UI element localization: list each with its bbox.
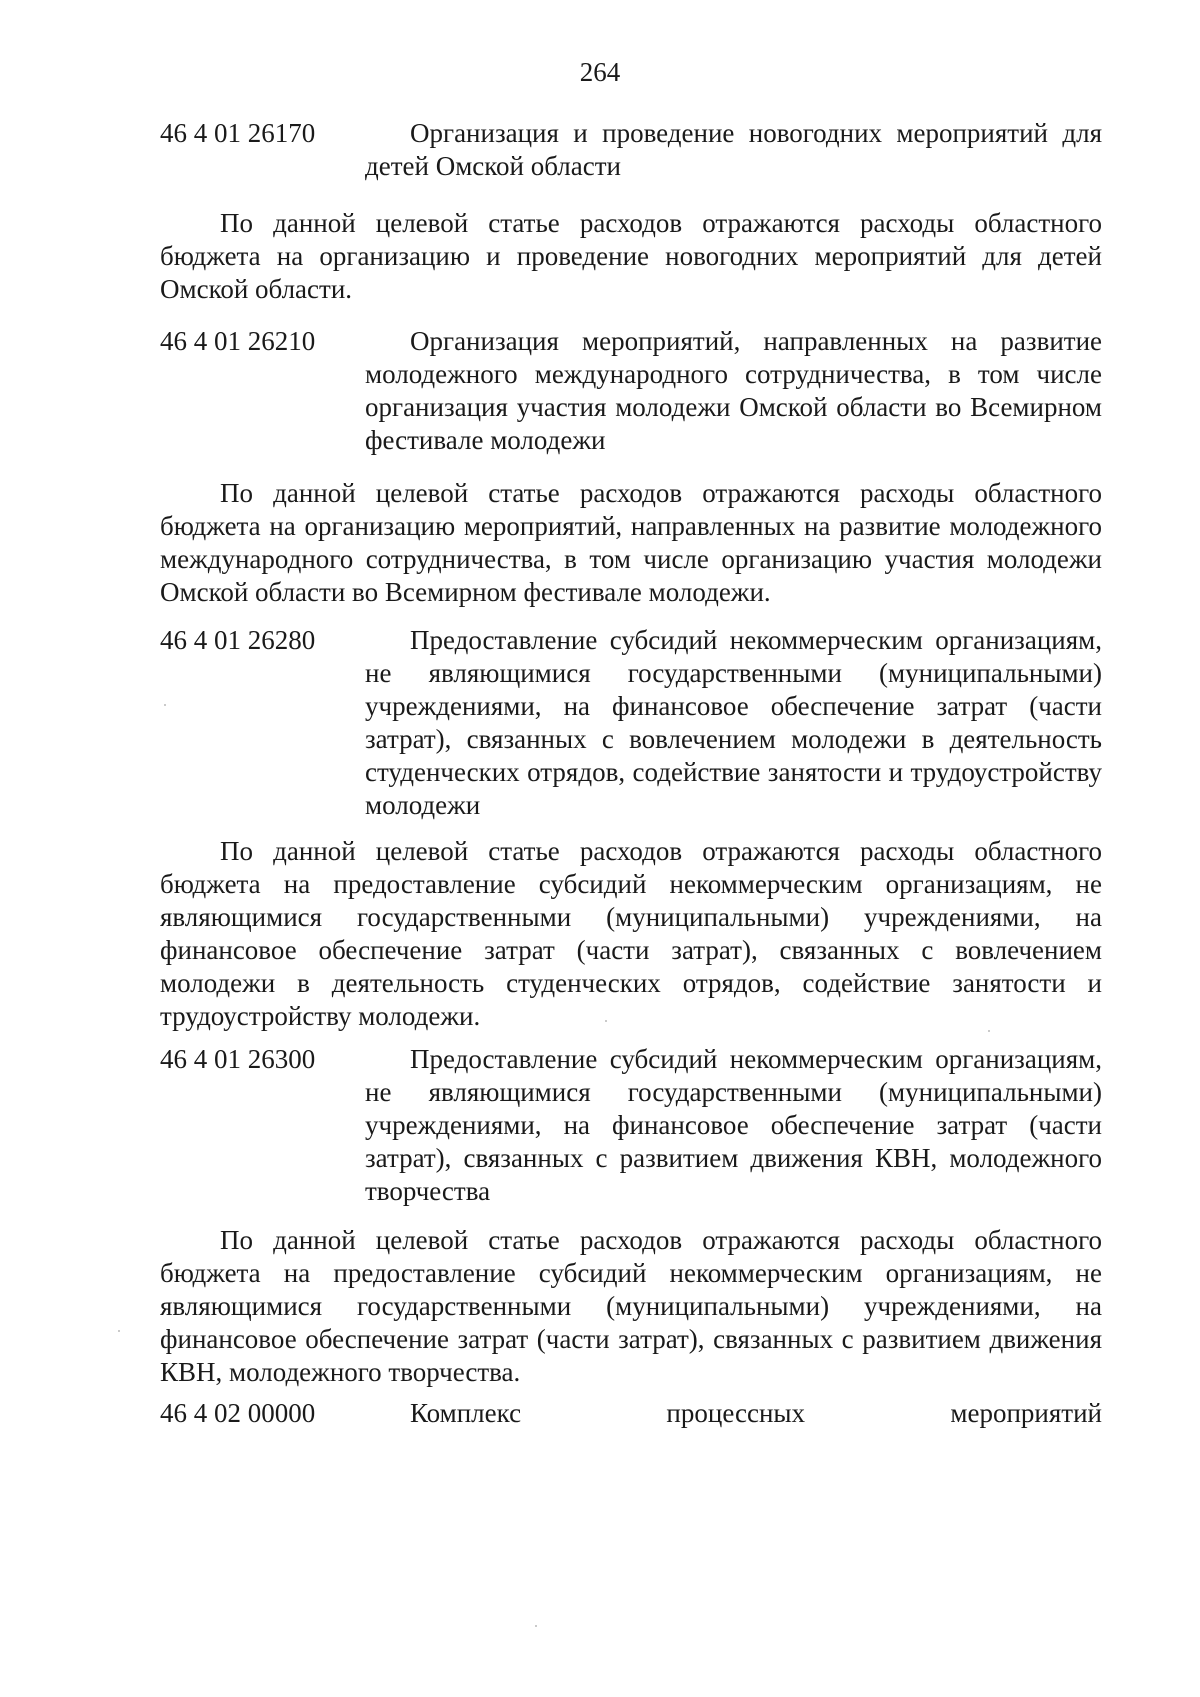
budget-entry-title: Предоставление субсидий некоммерческим организациям, не являющимися государственными (муниципальными) учреждениями, на финансовое обеспечение затрат (части затрат), связанных с вовлечением молодежи в деятельность студенческих отрядов, содействие занятости и трудоустройству молодежи — [365, 625, 1102, 820]
budget-code: 46 4 01 26300 — [160, 1044, 316, 1074]
budget-entry-title: Организация мероприятий, направленных на развитие молодежного международного сотрудничества, в том числе организация участия молодежи Омской области во Всемирном фестивале молодежи — [365, 326, 1102, 455]
budget-code: 46 4 02 00000 — [160, 1398, 316, 1428]
budget-entry-title: Организация и проведение новогодних мероприятий для детей Омской области — [365, 118, 1102, 181]
scan-speck — [164, 704, 166, 706]
budget-entry-description: По данной целевой статье расходов отражаются расходы областного бюджета на организацию и проведение новогодних мероприятий для детей Омской области. — [160, 208, 1102, 304]
budget-code: 46 4 01 26280 — [160, 625, 316, 655]
budget-entry-description: По данной целевой статье расходов отражаются расходы областного бюджета на предоставление субсидий некоммерческим организациям, не являющимися государственными (муниципальными) учреждениями, на финансовое обеспечение затрат (части затрат), связанных с вовлечением молодежи в деятельность студенческих отрядов, содействие занятости и трудоустройству молодежи. — [160, 836, 1102, 1031]
budget-entry-title: Предоставление субсидий некоммерческим организациям, не являющимися государственными (муниципальными) учреждениями, на финансовое обеспечение затрат (части затрат), связанных с развитием движения КВН, молодежного творчества — [365, 1044, 1102, 1206]
scan-speck — [118, 1330, 120, 1332]
budget-code: 46 4 01 26170 — [160, 118, 316, 148]
scan-speck — [535, 1625, 537, 1627]
budget-entry-description: По данной целевой статье расходов отражаются расходы областного бюджета на организацию мероприятий, направленных на развитие молодежного международного сотрудничества, в том числе организацию участия молодежи Омской области во Всемирном фестивале молодежи. — [160, 478, 1102, 607]
budget-entry-description: По данной целевой статье расходов отражаются расходы областного бюджета на предоставление субсидий некоммерческим организациям, не являющимися государственными (муниципальными) учреждениями, на финансовое обеспечение затрат (части затрат), связанных с развитием движения КВН, молодежного творчества. — [160, 1225, 1102, 1387]
budget-code: 46 4 01 26210 — [160, 326, 316, 356]
budget-entry-title: Комплекс процессных мероприятий — [410, 1398, 1102, 1428]
page-number: 264 — [579, 57, 621, 87]
scan-speck — [605, 1020, 607, 1022]
scan-speck — [988, 1030, 990, 1032]
